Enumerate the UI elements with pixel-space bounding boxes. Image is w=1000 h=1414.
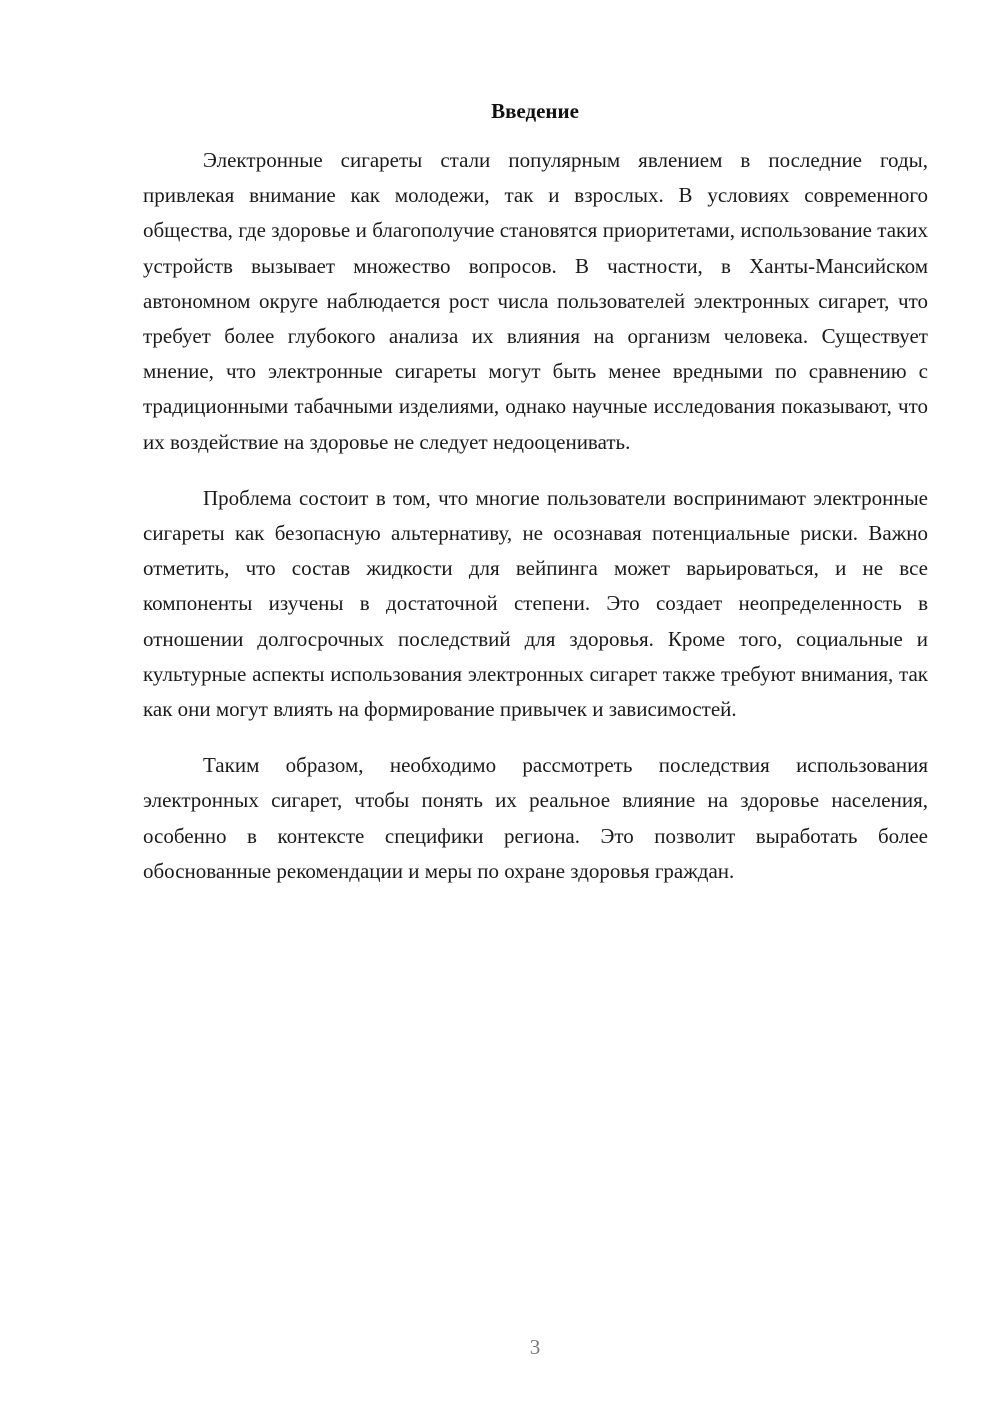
paragraph-3: Таким образом, необходимо рассмотреть последствия использования электронных сигарет, чтобы понять их реальное влияние на здоровье населения, особенно в контексте специфики региона. Это позволит выработать более обоснованные рекомендации и меры по охране здоровья граждан. bbox=[143, 753, 928, 883]
section-heading: Введение bbox=[491, 99, 579, 123]
body-text bbox=[143, 143, 928, 889]
paragraph-1: Электронные сигареты стали популярным явлением в последние годы, привлекая внимание как молодежи, так и взрослых. В условиях современного общества, где здоровье и благополучие становятся приоритетами, использование таких устройств вызывает множество вопросов. В частности, в Ханты-Мансийском автономном округе наблюдается рост числа пользователей электронных сигарет, что требует более глубокого анализа их влияния на организм человека. Существует мнение, что электронные сигареты могут быть менее вредными по сравнению с традиционными табачными изделиями, однако научные исследования показывают, что их воздействие на здоровье не следует недооценивать. bbox=[143, 148, 928, 454]
page-number: 3 bbox=[529, 1335, 541, 1359]
paragraph-2: Проблема состоит в том, что многие пользователи воспринимают электронные сигареты как безопасную альтернативу, не осознавая потенциальные риски. Важно отметить, что состав жидкости для вейпинга может варьироваться, и не все компоненты изучены в достаточной степени. Это создает неопределенность в отношении долгосрочных последствий для здоровья. Кроме того, социальные и культурные аспекты использования электронных сигарет также требуют внимания, так как они могут влиять на формирование привычек и зависимостей. bbox=[143, 485, 928, 722]
